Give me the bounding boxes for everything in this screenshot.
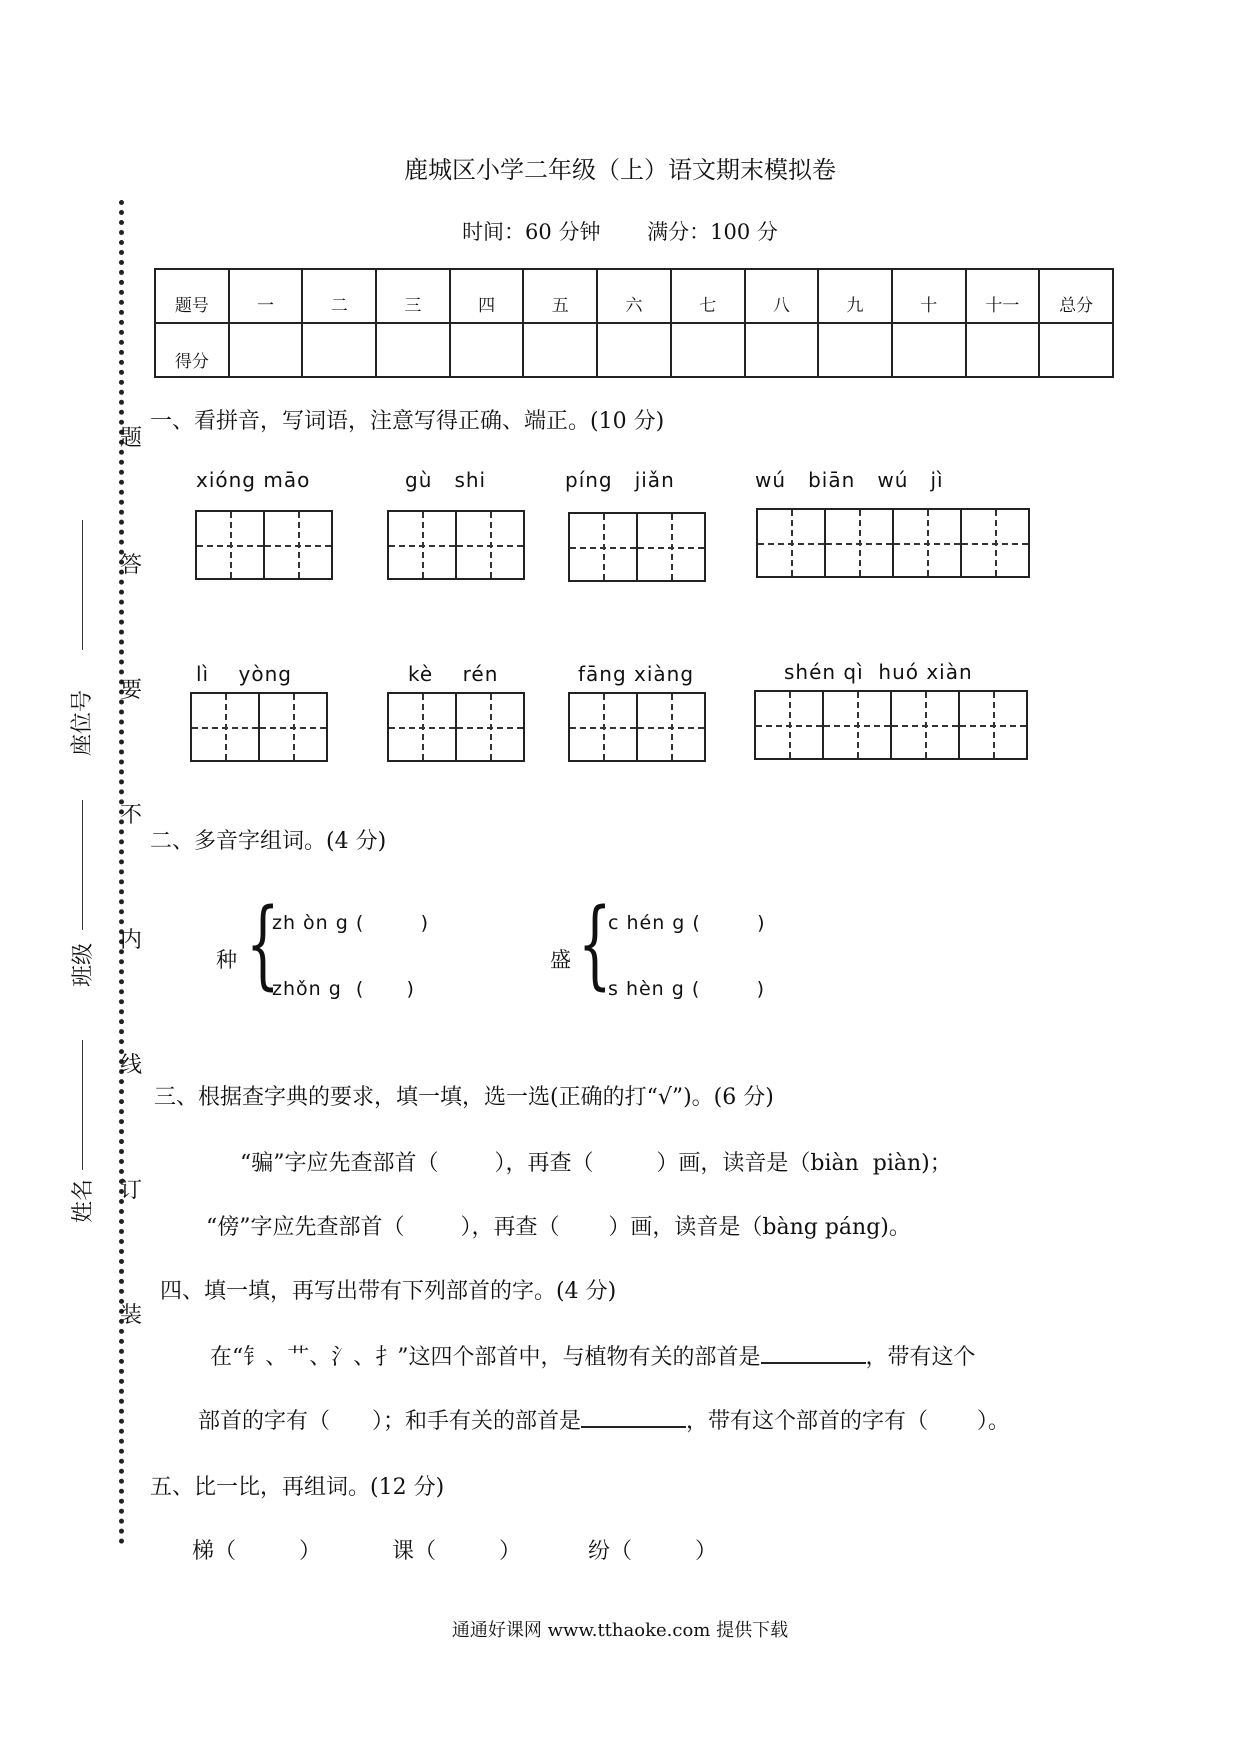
margin-char: 装	[120, 1303, 143, 1328]
header-cell: 三	[376, 269, 450, 323]
score-cell[interactable]	[892, 323, 966, 377]
section2-heading: 二、多音字组词。(4 分)	[150, 829, 387, 854]
polyphone-reading: zh òn g ( )	[272, 912, 430, 934]
polyphone-reading: c hén g ( )	[608, 912, 766, 934]
writing-grid[interactable]	[195, 510, 333, 580]
answer-blank[interactable]	[581, 1404, 686, 1428]
score-cell[interactable]	[450, 323, 524, 377]
score-cell[interactable]	[745, 323, 819, 377]
writing-grid[interactable]	[754, 690, 1028, 760]
grid-cell[interactable]	[754, 690, 824, 760]
grid-cell[interactable]	[455, 692, 525, 762]
grid-cell[interactable]	[824, 508, 894, 578]
section4-text: ，带有这个部首的字有（ ）。	[685, 1409, 1010, 1434]
pinyin-label: kè rén	[408, 662, 499, 686]
header-cell: 五	[523, 269, 597, 323]
score-cell[interactable]	[966, 323, 1040, 377]
left-brace-icon: {	[246, 888, 280, 1000]
margin-char: 不	[120, 803, 143, 828]
header-cell: 八	[745, 269, 819, 323]
pinyin-label: lì yòng	[196, 662, 292, 686]
grid-cell[interactable]	[636, 512, 706, 582]
header-cell: 十	[892, 269, 966, 323]
margin-char: 答	[120, 553, 143, 578]
grid-cell[interactable]	[387, 692, 457, 762]
polyphone-reading: s hèn g ( )	[608, 978, 765, 1000]
score-cell[interactable]	[523, 323, 597, 377]
polyphone-char: 盛	[550, 948, 571, 972]
writing-grid[interactable]	[387, 692, 525, 762]
grid-cell[interactable]	[636, 692, 706, 762]
section4-heading: 四、填一填，再写出带有下列部首的字。(4 分)	[160, 1279, 617, 1304]
section3-line: “骗”字应先查部首（ ），再查（ ）画，读音是（biàn piàn)；	[240, 1151, 952, 1176]
section3-line: “傍”字应先查部首（ ），再查（ ）画，读音是（bàng páng)。	[206, 1215, 911, 1240]
page-title: 鹿城区小学二年级（上）语文期末模拟卷	[404, 156, 836, 184]
grid-cell[interactable]	[258, 692, 328, 762]
pinyin-label: fāng xiàng	[578, 662, 695, 686]
section1-heading: 一、看拼音，写词语，注意写得正确、端正。(10 分)	[150, 409, 665, 434]
section4-text: ，带有这个	[865, 1345, 976, 1370]
grid-cell[interactable]	[960, 508, 1030, 578]
writing-grid[interactable]	[568, 512, 706, 582]
score-cell[interactable]	[818, 323, 892, 377]
margin-char: 要	[120, 678, 143, 703]
grid-cell[interactable]	[822, 690, 892, 760]
score-cell[interactable]	[229, 323, 303, 377]
section4-text: 在“钅、艹、氵、扌”这四个部首中，与植物有关的部首是	[210, 1345, 761, 1370]
left-brace-icon: {	[578, 888, 612, 1000]
section5-heading: 五、比一比，再组词。(12 分)	[150, 1475, 445, 1500]
score-cell[interactable]	[597, 323, 671, 377]
grid-cell[interactable]	[892, 508, 962, 578]
writing-grid[interactable]	[756, 508, 1030, 578]
score-table-score-row	[155, 323, 1113, 377]
margin-char: 内	[120, 928, 143, 953]
grid-cell[interactable]	[263, 510, 333, 580]
margin-char: 线	[120, 1053, 143, 1078]
name-blank[interactable]	[82, 1040, 83, 1170]
margin-char: 订	[120, 1178, 143, 1203]
score-cell[interactable]	[671, 323, 745, 377]
pinyin-label: xióng māo	[196, 468, 311, 492]
compare-item: 梯（ ）	[192, 1539, 321, 1564]
seat-number-blank[interactable]	[82, 520, 83, 650]
writing-grid[interactable]	[568, 692, 706, 762]
score-table-header-row	[155, 269, 1113, 323]
header-cell: 题号	[155, 269, 229, 323]
pinyin-label: gù shi	[405, 468, 487, 492]
time-label: 时间：60 分钟	[462, 220, 601, 244]
section3-heading: 三、根据查字典的要求，填一填，选一选(正确的打“√”)。(6 分)	[154, 1085, 774, 1110]
grid-cell[interactable]	[568, 692, 638, 762]
grid-cell[interactable]	[756, 508, 826, 578]
writing-grid[interactable]	[190, 692, 328, 762]
full-score-label: 满分：100 分	[647, 220, 778, 244]
footer-credit: 通通好课网 www.tthaoke.com 提供下载	[451, 1620, 789, 1641]
polyphone-reading: zhǒn g ( )	[272, 978, 415, 1000]
grid-cell[interactable]	[195, 510, 265, 580]
grid-cell[interactable]	[890, 690, 960, 760]
grid-cell[interactable]	[387, 510, 457, 580]
writing-grid[interactable]	[387, 510, 525, 580]
answer-blank[interactable]	[761, 1340, 866, 1364]
header-cell: 六	[597, 269, 671, 323]
section4-line	[198, 1404, 1010, 1435]
score-cell[interactable]	[302, 323, 376, 377]
name-label: 姓名	[71, 1178, 96, 1223]
exam-info	[0, 216, 1240, 246]
header-cell: 十一	[966, 269, 1040, 323]
section4-line	[210, 1340, 976, 1371]
header-cell: 四	[450, 269, 524, 323]
seat-number-label: 座位号	[70, 689, 95, 756]
compare-item: 纷（ ）	[588, 1539, 717, 1564]
compare-item: 课（ ）	[392, 1539, 521, 1564]
polyphone-char: 种	[216, 948, 237, 972]
grid-cell[interactable]	[958, 690, 1028, 760]
header-cell: 总分	[1039, 269, 1113, 323]
pinyin-label: wú biān wú jì	[755, 468, 944, 492]
header-cell: 二	[302, 269, 376, 323]
grid-cell[interactable]	[190, 692, 260, 762]
header-cell: 七	[671, 269, 745, 323]
score-cell[interactable]	[376, 323, 450, 377]
class-label: 班级	[71, 942, 96, 987]
pinyin-label: píng jiǎn	[565, 468, 675, 492]
header-cell: 九	[818, 269, 892, 323]
pinyin-label: shén qì huó xiàn	[784, 660, 973, 684]
header-cell: 一	[229, 269, 303, 323]
class-blank[interactable]	[82, 800, 83, 930]
binding-dotted-line	[119, 200, 124, 1545]
score-row-label: 得分	[155, 323, 229, 377]
grid-cell[interactable]	[455, 510, 525, 580]
score-cell[interactable]	[1039, 323, 1113, 377]
section4-text: 部首的字有（ ）；和手有关的部首是	[198, 1409, 581, 1434]
grid-cell[interactable]	[568, 512, 638, 582]
margin-char: 题	[120, 426, 143, 451]
score-table	[154, 268, 1114, 378]
